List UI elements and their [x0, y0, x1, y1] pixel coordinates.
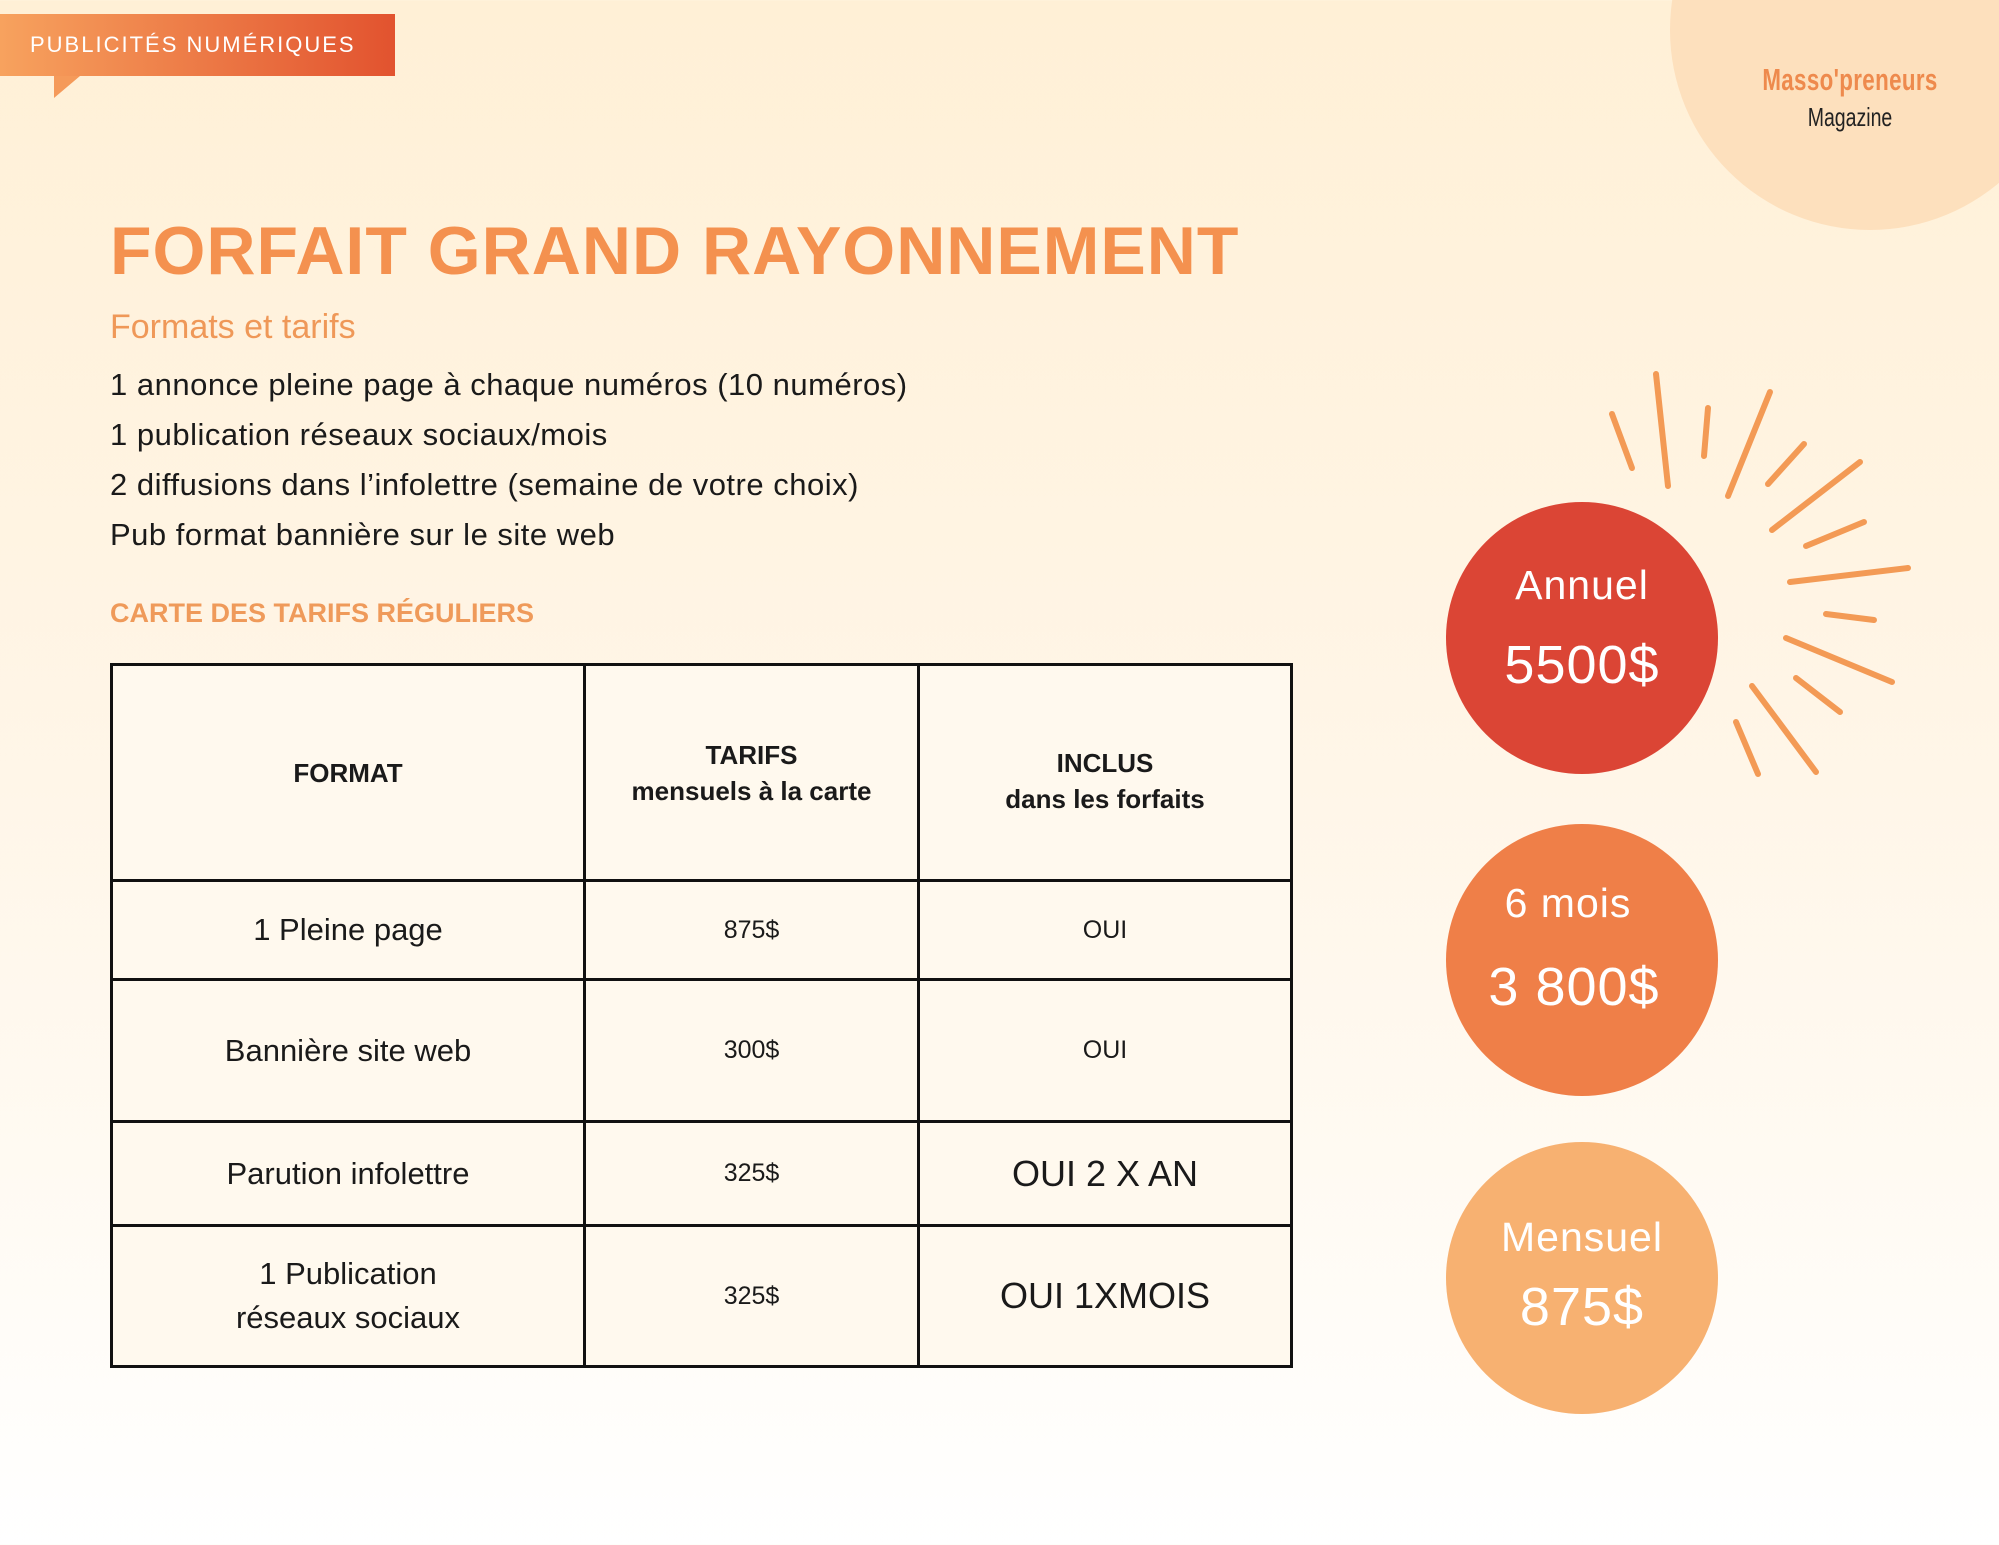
price-label: Annuel — [1515, 562, 1649, 608]
section-tag: PUBLICITÉS NUMÉRIQUES — [0, 14, 395, 76]
table-row — [112, 980, 1292, 1122]
cell-format — [112, 1226, 585, 1367]
cell-price: 875$ — [585, 881, 919, 980]
cell-price: 325$ — [585, 1122, 919, 1226]
cell-included: OUI — [919, 980, 1292, 1122]
price-label: Mensuel — [1501, 1214, 1663, 1260]
price-amount: 3 800$ — [1488, 957, 1660, 1017]
header-inclus-line1: INCLUS — [1056, 747, 1154, 778]
page-title: FORFAIT GRAND RAYONNEMENT — [110, 213, 1240, 289]
cell-price: 325$ — [585, 1226, 919, 1367]
price-amount: 875$ — [1519, 1277, 1645, 1337]
cell-format: 1 Pleine page — [112, 881, 585, 980]
page-subtitle: Formats et tarifs — [110, 308, 356, 346]
cell-format-line1: 1 Publication — [259, 1256, 437, 1291]
cell-format-line2: réseaux sociaux — [235, 1300, 460, 1335]
header-inclus — [919, 665, 1292, 881]
rates-table — [110, 663, 1293, 1368]
feature-item: Pub format bannière sur le site web — [110, 517, 616, 552]
cell-price: 300$ — [585, 980, 919, 1122]
feature-list — [110, 360, 908, 560]
feature-item: 1 annonce pleine page à chaque numéros (10 numéros) — [110, 367, 908, 402]
header-tarifs — [585, 665, 919, 881]
header-inclus-line2: dans les forfaits — [1005, 783, 1205, 814]
brand-logo — [1720, 62, 1980, 133]
feature-item: 2 diffusions dans l’infolettre (semaine de votre choix) — [110, 467, 859, 502]
header-format: FORMAT — [112, 665, 585, 881]
cell-format: Parution infolettre — [112, 1122, 585, 1226]
price-circle-6-mois — [1446, 824, 1718, 1096]
price-label: 6 mois — [1504, 880, 1632, 926]
cell-included: OUI — [919, 881, 1292, 980]
cell-format: Bannière site web — [112, 980, 585, 1122]
table-header-row — [112, 665, 1292, 881]
brand-name: Masso'preneurs — [1762, 62, 1938, 97]
cell-included: OUI 2 X AN — [919, 1122, 1292, 1226]
table-row — [112, 1122, 1292, 1226]
rates-section-label: CARTE DES TARIFS RÉGULIERS — [110, 598, 535, 628]
price-amount: 5500$ — [1504, 635, 1660, 695]
cell-included: OUI 1XMOIS — [919, 1226, 1292, 1367]
price-circle-annuel — [1446, 502, 1718, 774]
feature-item: 1 publication réseaux sociaux/mois — [110, 417, 608, 452]
brand-subtitle: Magazine — [1807, 102, 1893, 132]
table-row — [112, 1226, 1292, 1367]
header-tarifs-line1: TARIFS — [705, 739, 798, 770]
section-tag-tail — [54, 76, 80, 98]
header-tarifs-line2: mensuels à la carte — [631, 775, 872, 806]
price-circle-mensuel — [1446, 1142, 1718, 1414]
table-row — [112, 881, 1292, 980]
